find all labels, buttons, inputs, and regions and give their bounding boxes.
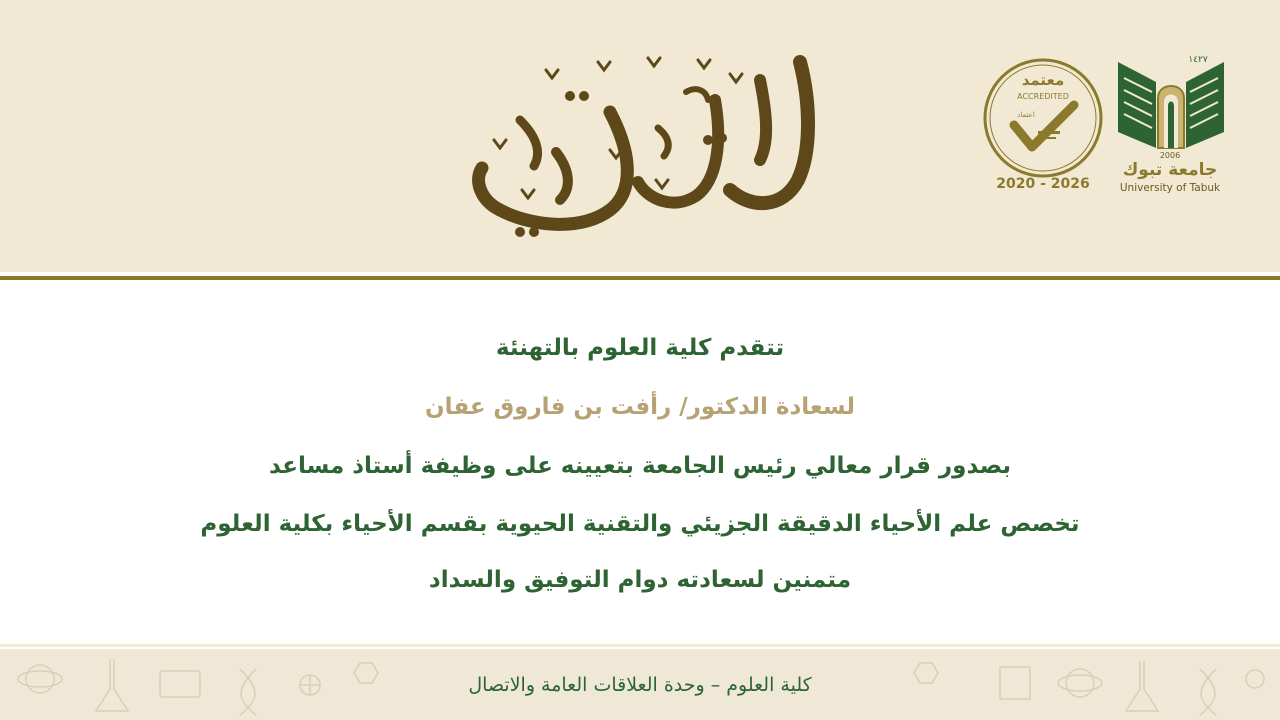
message-line-decision: بصدور قرار معالي رئيس الجامعة بتعيينه على وظيفة أستاذ مساعد bbox=[268, 453, 1012, 479]
uni-name-arabic: جامعة تبوك bbox=[1122, 160, 1218, 180]
seal-label-ar: معتمد bbox=[1021, 71, 1065, 89]
congratulations-calligraphy bbox=[460, 40, 820, 240]
message-line-wishes: متمنين لسعادته دوام التوفيق والسداد bbox=[428, 567, 852, 593]
uni-name-english: University of Tabuk bbox=[1119, 182, 1221, 194]
footer-department-text: كلية العلوم – وحدة العلاقات العامة والاتصال bbox=[468, 674, 812, 696]
seal-label-en: ACCREDITED bbox=[1017, 92, 1069, 101]
accreditation-years: 2020 - 2026 bbox=[996, 176, 1090, 192]
accreditation-seal-icon bbox=[980, 55, 1106, 181]
message-line-specialty: تخصص علم الأحياء الدقيقة الجزيئي والتقنية الحيوية بقسم الأحياء بكلية العلوم bbox=[200, 511, 1080, 537]
message-line-intro: تتقدم كلية العلوم بالتهنئة bbox=[495, 335, 785, 361]
header-divider-gold bbox=[0, 276, 1280, 280]
seal-inner-text: اعتماد bbox=[1017, 111, 1035, 119]
uni-hijri-year: ١٤٢٧ bbox=[1188, 55, 1208, 65]
message-line-recipient: لسعادة الدكتور/ رأفت بن فاروق عفان bbox=[425, 394, 855, 420]
uni-founding-year: 2006 bbox=[1159, 151, 1181, 160]
university-emblem-icon bbox=[1116, 52, 1226, 162]
